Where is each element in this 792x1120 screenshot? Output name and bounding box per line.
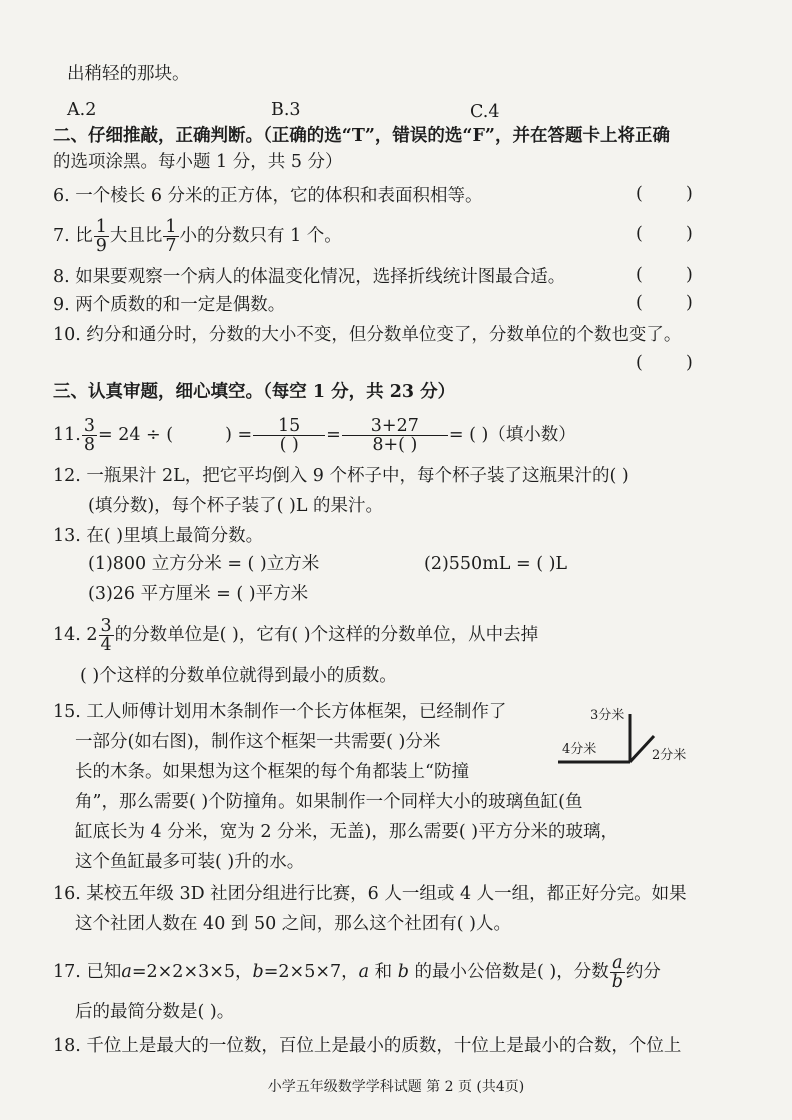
question-15-line1: 15. 工人师傅计划用木条制作一个长方体框架，已经制作了	[53, 702, 507, 722]
question-14-line2: ( )个这样的分数单位就得到最小的质数。	[80, 666, 397, 686]
question-15-line2: 一部分(如右图)，制作这个框架一共需要( )分米	[75, 732, 441, 752]
question-13: 13. 在( )里填上最简分数。	[53, 526, 264, 546]
question-11: 11. $\frac{3}{8}$ = 24 ÷ ( ) = $\frac{15}{( )}$ = $\frac{3+27}{8+( )}$ = ( )（填小数）	[53, 416, 576, 455]
question-12-line1: 12. 一瓶果汁 2L，把它平均倒入 9 个杯子中，每个杯子装了这瓶果汁的( )	[53, 466, 629, 486]
page-footer: 小学五年级数学学科试题 第 2 页 (共4页)	[267, 1079, 525, 1095]
question-13-part3: (3)26 平方厘米 = ( )平方米	[88, 584, 309, 604]
question-13-part2: (2)550mL = ( )L	[424, 554, 568, 574]
option-b: B.3	[271, 100, 301, 120]
edge-width	[630, 736, 654, 762]
section3-title: 三、认真审题，细心填空。（每空 1 分，共 23 分）	[53, 382, 456, 402]
q5-continuation: 出稍轻的那块。	[67, 64, 190, 84]
fraction-one-ninth: $\frac{1}{9}$	[95, 217, 107, 256]
option-a: A.2	[67, 100, 97, 120]
figure-label-height: 3分米	[590, 708, 625, 723]
question-14-line1: 14. 2 $\frac{3}{4}$ 的分数单位是( )，它有( )个这样的分数单位，从中去掉	[53, 616, 539, 655]
question-15-line6: 这个鱼缸最多可装( )升的水。	[75, 852, 305, 872]
option-c: C.4	[470, 102, 500, 122]
question-9: 9. 两个质数的和一定是偶数。	[53, 295, 286, 315]
question-10: 10. 约分和通分时，分数的大小不变，但分数单位变了，分数单位的个数也变了。	[53, 325, 682, 345]
question-16-line1: 16. 某校五年级 3D 社团分组进行比赛，6 人一组或 4 人一组，都正好分完。如果	[53, 884, 687, 904]
fraction-three-eighths: $\frac{3}{8}$	[83, 416, 95, 455]
fraction-one-seventh: $\frac{1}{7}$	[165, 217, 177, 256]
figure-label-length: 4分米	[562, 742, 597, 757]
question-17-line2: 后的最简分数是( )。	[75, 1002, 235, 1022]
question-15-line5: 缸底长为 4 分米，宽为 2 分米，无盖)，那么需要( )平方分米的玻璃，	[75, 822, 619, 842]
question-18: 18. 千位上是最大的一位数，百位上是最小的质数，十位上是最小的合数，个位上	[53, 1036, 682, 1056]
section2-title-line1: 二、仔细推敲，正确判断。（正确的选“T”，错误的选“F”，并在答题卡上将正确	[53, 126, 670, 146]
figure-label-width: 2分米	[652, 748, 687, 763]
section2-title-line2: 的选项涂黑。每小题 1 分，共 5 分）	[53, 152, 343, 172]
question-17-line1: 17. 已知a=2×2×3×5，b=2×5×7，a 和 b 的最小公倍数是( )，分数 $\frac{a}{b}$ 约分	[53, 953, 661, 992]
question-15-line4: 角”，那么需要( )个防撞角。如果制作一个同样大小的玻璃鱼缸(鱼	[75, 792, 583, 812]
question-13-part1: (1)800 立方分米 = ( )立方米	[88, 554, 320, 574]
question-8: 8. 如果要观察一个病人的体温变化情况，选择折线统计图最合适。	[53, 267, 566, 287]
question-6: 6. 一个棱长 6 分米的正方体，它的体积和表面积相等。	[53, 186, 483, 206]
question-12-line2: (填分数)，每个杯子装了( )L 的果汁。	[88, 496, 384, 516]
question-15-line3: 长的木条。如果想为这个框架的每个角都装上“防撞	[75, 762, 469, 782]
question-7: 7. 比 $\frac{1}{9}$ 大且比 $\frac{1}{7}$ 小的分数只有 1 个。	[53, 217, 342, 256]
fraction-three-quarters: $\frac{3}{4}$	[100, 616, 112, 655]
fraction-a-over-b: $\frac{a}{b}$	[611, 953, 623, 992]
question-16-line2: 这个社团人数在 40 到 50 之间，那么这个社团有( )人。	[75, 914, 512, 934]
